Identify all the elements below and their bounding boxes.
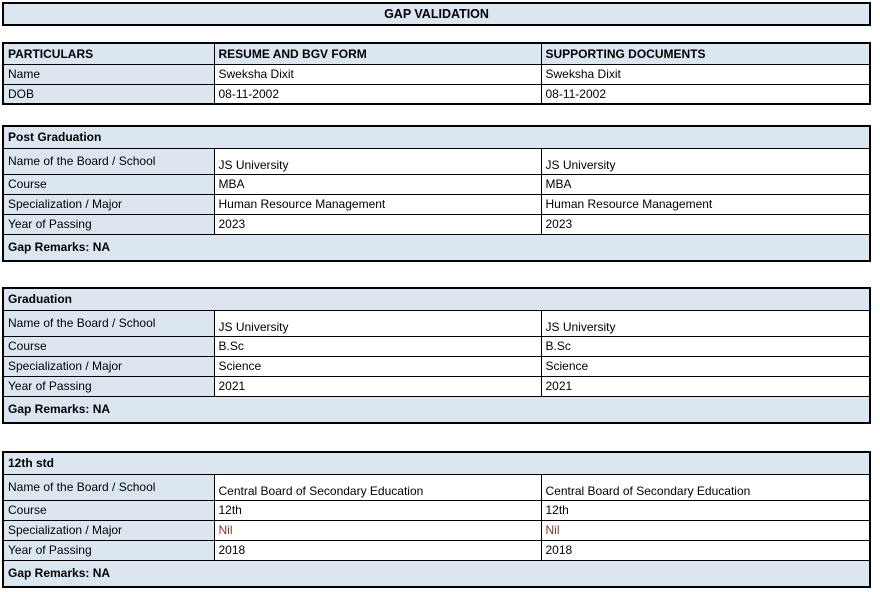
col-header-supporting-docs: SUPPORTING DOCUMENTS [541, 43, 870, 64]
board-resume-value: JS University [214, 310, 541, 336]
row-label-specialization: Specialization / Major [3, 520, 214, 540]
specialization-supporting-value: Science [541, 356, 870, 376]
specialization-resume-value: Human Resource Management [214, 194, 541, 214]
table-row-board [3, 474, 870, 500]
table-row-year [3, 540, 870, 560]
row-label-board: Name of the Board / School [3, 310, 214, 336]
name-supporting-value: Sweksha Dixit [541, 64, 870, 84]
twelfth-std-table [2, 451, 871, 588]
section-title-graduation: Graduation [3, 288, 870, 310]
sheet-title-bar [2, 2, 871, 26]
row-label-course: Course [3, 336, 214, 356]
row-label-board: Name of the Board / School [3, 474, 214, 500]
gap-remarks-row [3, 560, 870, 587]
table-row-board [3, 310, 870, 336]
table-row-specialization [3, 520, 870, 540]
board-supporting-value: JS University [541, 310, 870, 336]
table-row-dob [3, 84, 870, 104]
year-resume-value: 2021 [214, 376, 541, 396]
post-graduation-table [2, 125, 871, 262]
table-row-year [3, 376, 870, 396]
section-title-post-graduation: Post Graduation [3, 126, 870, 148]
course-resume-value: MBA [214, 174, 541, 194]
year-resume-value: 2023 [214, 214, 541, 234]
row-label-year: Year of Passing [3, 540, 214, 560]
row-label-board: Name of the Board / School [3, 148, 214, 174]
year-resume-value: 2018 [214, 540, 541, 560]
row-label-specialization: Specialization / Major [3, 194, 214, 214]
dob-supporting-value: 08-11-2002 [541, 84, 870, 104]
board-supporting-value: Central Board of Secondary Education [541, 474, 870, 500]
section-title-12th-std: 12th std [3, 452, 870, 474]
table-row-course [3, 336, 870, 356]
section-title-row [3, 288, 870, 310]
dob-resume-value: 08-11-2002 [214, 84, 541, 104]
specialization-supporting-value: Human Resource Management [541, 194, 870, 214]
row-label-course: Course [3, 174, 214, 194]
specialization-resume-value: Science [214, 356, 541, 376]
section-title-row [3, 126, 870, 148]
table-row-year [3, 214, 870, 234]
specialization-resume-value: Nil [214, 520, 541, 540]
gap-remarks-12th-std: Gap Remarks: NA [3, 560, 870, 587]
name-resume-value: Sweksha Dixit [214, 64, 541, 84]
gap-remarks-graduation: Gap Remarks: NA [3, 396, 870, 423]
graduation-table [2, 287, 871, 424]
table-row-board [3, 148, 870, 174]
gap-remarks-row [3, 234, 870, 261]
particulars-table [2, 42, 871, 105]
board-resume-value: JS University [214, 148, 541, 174]
table-row-name [3, 64, 870, 84]
specialization-supporting-value: Nil [541, 520, 870, 540]
row-label-name: Name [3, 64, 214, 84]
col-header-resume-bgv: RESUME AND BGV FORM [214, 43, 541, 64]
gap-remarks-post-graduation: Gap Remarks: NA [3, 234, 870, 261]
board-resume-value: Central Board of Secondary Education [214, 474, 541, 500]
table-row-specialization [3, 194, 870, 214]
gap-remarks-row [3, 396, 870, 423]
course-resume-value: 12th [214, 500, 541, 520]
course-supporting-value: MBA [541, 174, 870, 194]
section-title-row [3, 452, 870, 474]
board-supporting-value: JS University [541, 148, 870, 174]
year-supporting-value: 2018 [541, 540, 870, 560]
row-label-year: Year of Passing [3, 376, 214, 396]
year-supporting-value: 2021 [541, 376, 870, 396]
year-supporting-value: 2023 [541, 214, 870, 234]
row-label-specialization: Specialization / Major [3, 356, 214, 376]
row-label-year: Year of Passing [3, 214, 214, 234]
table-row-course [3, 500, 870, 520]
row-label-course: Course [3, 500, 214, 520]
table-row-course [3, 174, 870, 194]
col-header-particulars: PARTICULARS [3, 43, 214, 64]
particulars-header-row [3, 43, 870, 64]
course-supporting-value: 12th [541, 500, 870, 520]
course-supporting-value: B.Sc [541, 336, 870, 356]
row-label-dob: DOB [3, 84, 214, 104]
table-row-specialization [3, 356, 870, 376]
page-title: GAP VALIDATION [384, 7, 489, 21]
course-resume-value: B.Sc [214, 336, 541, 356]
